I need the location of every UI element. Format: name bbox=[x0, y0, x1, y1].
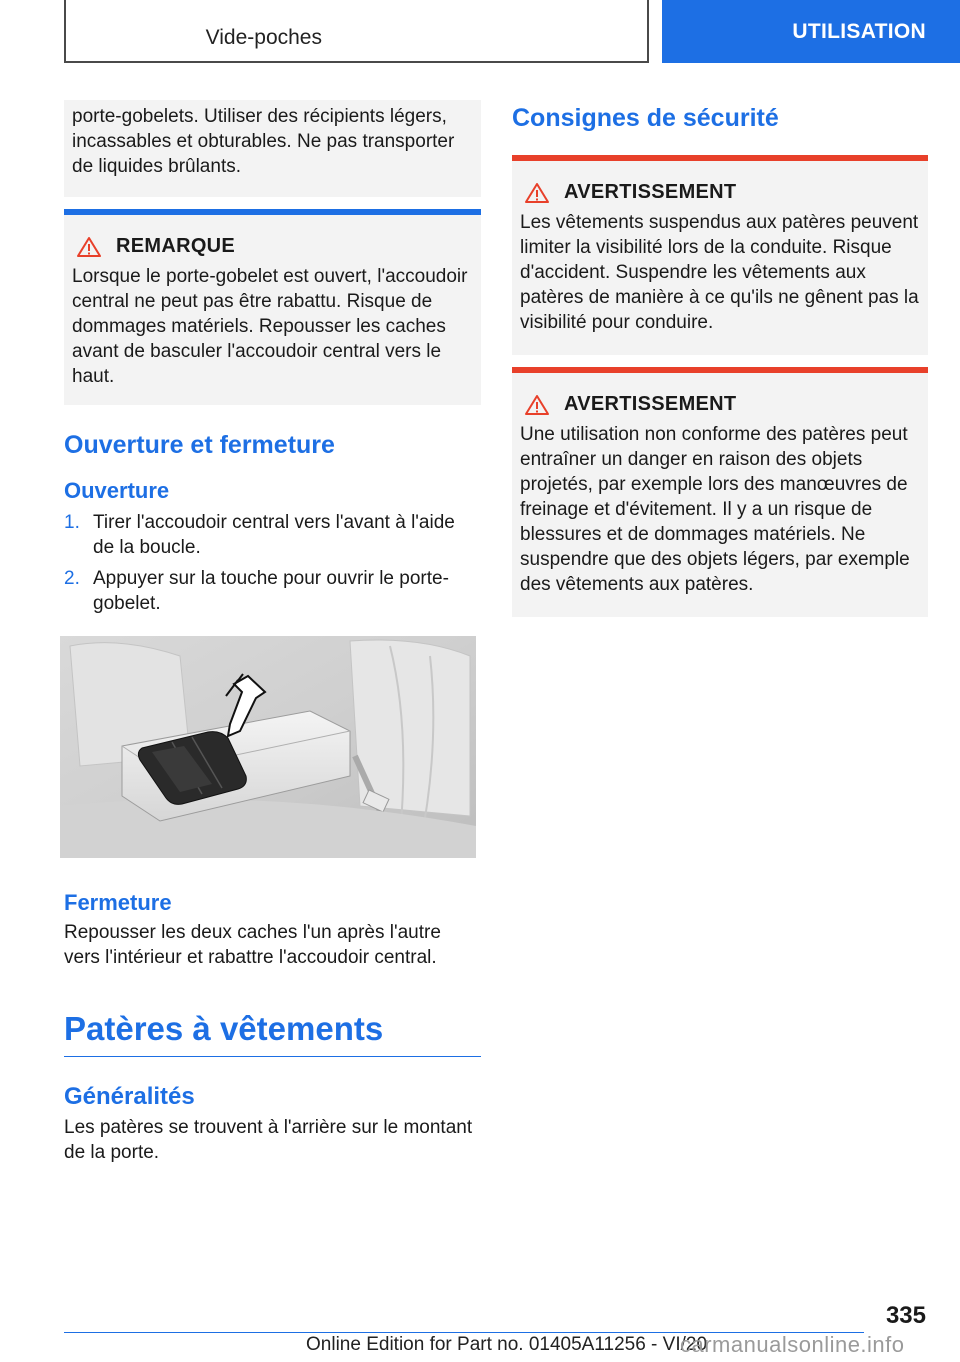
warning-triangle-icon bbox=[524, 394, 550, 416]
left-column bbox=[64, 100, 481, 1165]
warning-2-text: Une utilisation non conforme des patères peut entraîner un danger en raison des objets projetés, par exemple lors des manœuvres de freinage et d'évitement. Il y a un risque de blessures et de dommages matériels. Ne suspendre que des objets légers, par exemple des vêtements aux patères. bbox=[520, 424, 910, 595]
header-section-title: Vide-poches bbox=[205, 26, 322, 49]
remarque-text: Lorsque le porte-gobelet est ouvert, l'accoudoir central ne peut pas être rabattu. Risque de dommages matériels. Repousser les caches avant de basculer l'accoudoir central vers le haut. bbox=[72, 266, 468, 387]
warning-2-title: AVERTISSEMENT bbox=[564, 393, 737, 415]
warning-triangle-icon bbox=[76, 236, 102, 258]
section-heading-opening-closing: Ouverture et fermeture bbox=[64, 431, 335, 459]
warning-1-header bbox=[520, 181, 920, 204]
warning-box-2 bbox=[512, 367, 928, 617]
list-item bbox=[64, 510, 481, 560]
step-text: Appuyer sur la touche pour ouvrir le porte-gobelet. bbox=[93, 568, 449, 614]
section-heading-safety: Consignes de sécurité bbox=[512, 104, 779, 132]
remarque-title: REMARQUE bbox=[116, 235, 236, 257]
armrest-cupholder-photo bbox=[60, 636, 476, 858]
continued-note-box bbox=[64, 100, 481, 197]
page-number: 335 bbox=[885, 1302, 926, 1329]
header-chapter-tab bbox=[662, 0, 960, 63]
warning-triangle-icon bbox=[524, 182, 550, 204]
step-text: Tirer l'accoudoir central vers l'avant à l'aide de la boucle. bbox=[93, 512, 455, 558]
step-number: 1. bbox=[64, 512, 80, 533]
warning-box-1 bbox=[512, 155, 928, 355]
subheading-general: Généralités bbox=[64, 1083, 195, 1110]
step-number: 2. bbox=[64, 568, 80, 589]
right-column bbox=[512, 100, 928, 617]
opening-steps-list bbox=[64, 510, 481, 616]
general-text: Les patères se trouvent à l'arrière sur le montant de la porte. bbox=[64, 1117, 473, 1163]
warning-1-title: AVERTISSEMENT bbox=[564, 181, 737, 203]
continued-note-text: porte-gobelets. Utiliser des récipients légers, incassables et obturables. Ne pas transporter de liquides brûlants. bbox=[72, 106, 455, 177]
subheading-opening: Ouverture bbox=[64, 478, 170, 503]
header-chapter-title: UTILISATION bbox=[792, 19, 926, 43]
remarque-header bbox=[72, 235, 473, 258]
list-item bbox=[64, 566, 481, 616]
main-heading-coat-hooks: Patères à vêtements bbox=[64, 1010, 481, 1057]
subheading-closing: Fermeture bbox=[64, 890, 172, 915]
footer-edition-text: Online Edition for Part no. 01405A11256 - VI/20 bbox=[306, 1334, 708, 1355]
warning-1-text: Les vêtements suspendus aux patères peuvent limiter la visibilité lors de la conduite. Risque d'accident. Suspendre les vêtements aux patères de manière à ce qu'ils ne gênent pas la visibilité pour conduire. bbox=[520, 212, 919, 333]
closing-text: Repousser les deux caches l'un après l'autre vers l'intérieur et rabattre l'accoudoir central. bbox=[64, 922, 441, 968]
warning-2-header bbox=[520, 393, 920, 416]
header-section-box bbox=[64, 0, 649, 63]
remarque-box bbox=[64, 209, 481, 405]
footer-watermark: carmanualsonline.info bbox=[680, 1332, 905, 1357]
